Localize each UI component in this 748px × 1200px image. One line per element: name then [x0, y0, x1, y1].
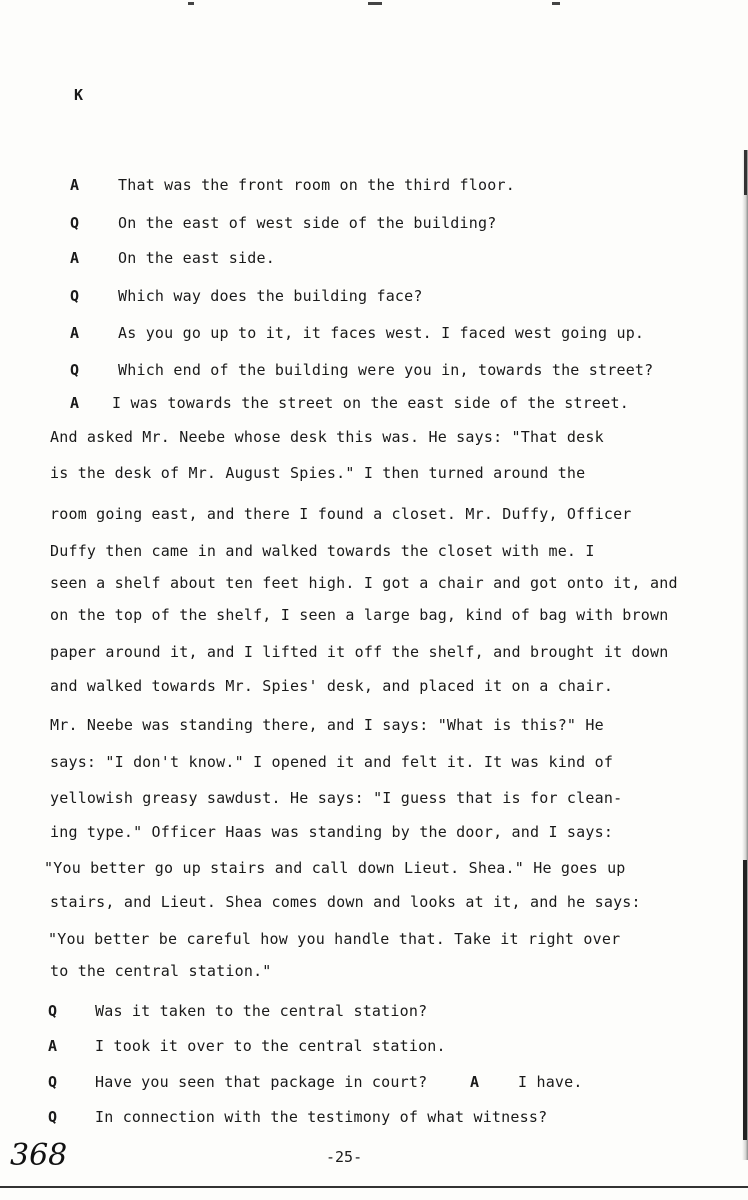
- line-text: Mr. Neebe was standing there, and I says: "What is this?" He: [50, 716, 604, 734]
- scan-right-edge-mark-top: [744, 150, 747, 195]
- line-text: Which end of the building were you in, towards the street?: [118, 361, 654, 379]
- line-text: Have you seen that package in court?: [95, 1073, 428, 1091]
- line-text: Was it taken to the central station?: [95, 1002, 428, 1020]
- page-number: -25-: [326, 1148, 363, 1166]
- line-text: is the desk of Mr. August Spies." I then turned around the: [50, 464, 586, 482]
- line-text: On the east of west side of the building?: [118, 214, 497, 232]
- line-text: Duffy then came in and walked towards the closet with me. I: [50, 542, 595, 560]
- line-text: I took it over to the central station.: [95, 1037, 446, 1055]
- line-text: ing type." Officer Haas was standing by the door, and I says:: [50, 823, 614, 841]
- speaker-label: Q: [48, 1108, 58, 1126]
- line-text: That was the front room on the third floor.: [118, 176, 515, 194]
- speaker-label: Q: [70, 214, 80, 232]
- line-text: "You better be careful how you handle that. Take it right over: [48, 930, 621, 948]
- speaker-label: A: [70, 394, 80, 412]
- line-text: On the east side.: [118, 249, 275, 267]
- line-text: says: "I don't know." I opened it and felt it. It was kind of: [50, 753, 614, 771]
- line-text: on the top of the shelf, I seen a large bag, kind of bag with brown: [50, 606, 669, 624]
- line-text: As you go up to it, it faces west. I faced west going up.: [118, 324, 645, 342]
- line-text: And asked Mr. Neebe whose desk this was. He says: "That desk: [50, 428, 604, 446]
- line-text: "You better go up stairs and call down Lieut. Shea." He goes up: [44, 859, 626, 877]
- speaker-label: Q: [70, 287, 80, 305]
- line-text: room going east, and there I found a closet. Mr. Duffy, Officer: [50, 505, 632, 523]
- scan-right-edge-mark: [743, 860, 747, 1140]
- speaker-label: A: [70, 324, 80, 342]
- line-text: yellowish greasy sawdust. He says: "I guess that is for clean-: [50, 789, 623, 807]
- line-text: In connection with the testimony of what witness?: [95, 1108, 548, 1126]
- speaker-label: A: [48, 1037, 58, 1055]
- line-text: I was towards the street on the east side of the street.: [112, 394, 629, 412]
- speaker-label: A: [70, 176, 80, 194]
- line-text: and walked towards Mr. Spies' desk, and placed it on a chair.: [50, 677, 614, 695]
- speaker-label: Q: [48, 1073, 58, 1091]
- speaker-label: Q: [70, 361, 80, 379]
- line-text: paper around it, and I lifted it off the shelf, and brought it down: [50, 643, 669, 661]
- scan-top-marks: [0, 0, 748, 12]
- inline-answer-text: I have.: [518, 1073, 583, 1091]
- section-letter: K: [74, 86, 84, 104]
- speaker-label: A: [70, 249, 80, 267]
- scan-bottom-rule: [0, 1186, 748, 1188]
- handwritten-page-number: 368: [10, 1138, 68, 1173]
- speaker-label: Q: [48, 1002, 58, 1020]
- line-text: stairs, and Lieut. Shea comes down and looks at it, and he says:: [50, 893, 641, 911]
- line-text: seen a shelf about ten feet high. I got a chair and got onto it, and: [50, 574, 678, 592]
- line-text: to the central station.": [50, 962, 272, 980]
- line-text: Which way does the building face?: [118, 287, 423, 305]
- inline-speaker-label: A: [470, 1073, 480, 1091]
